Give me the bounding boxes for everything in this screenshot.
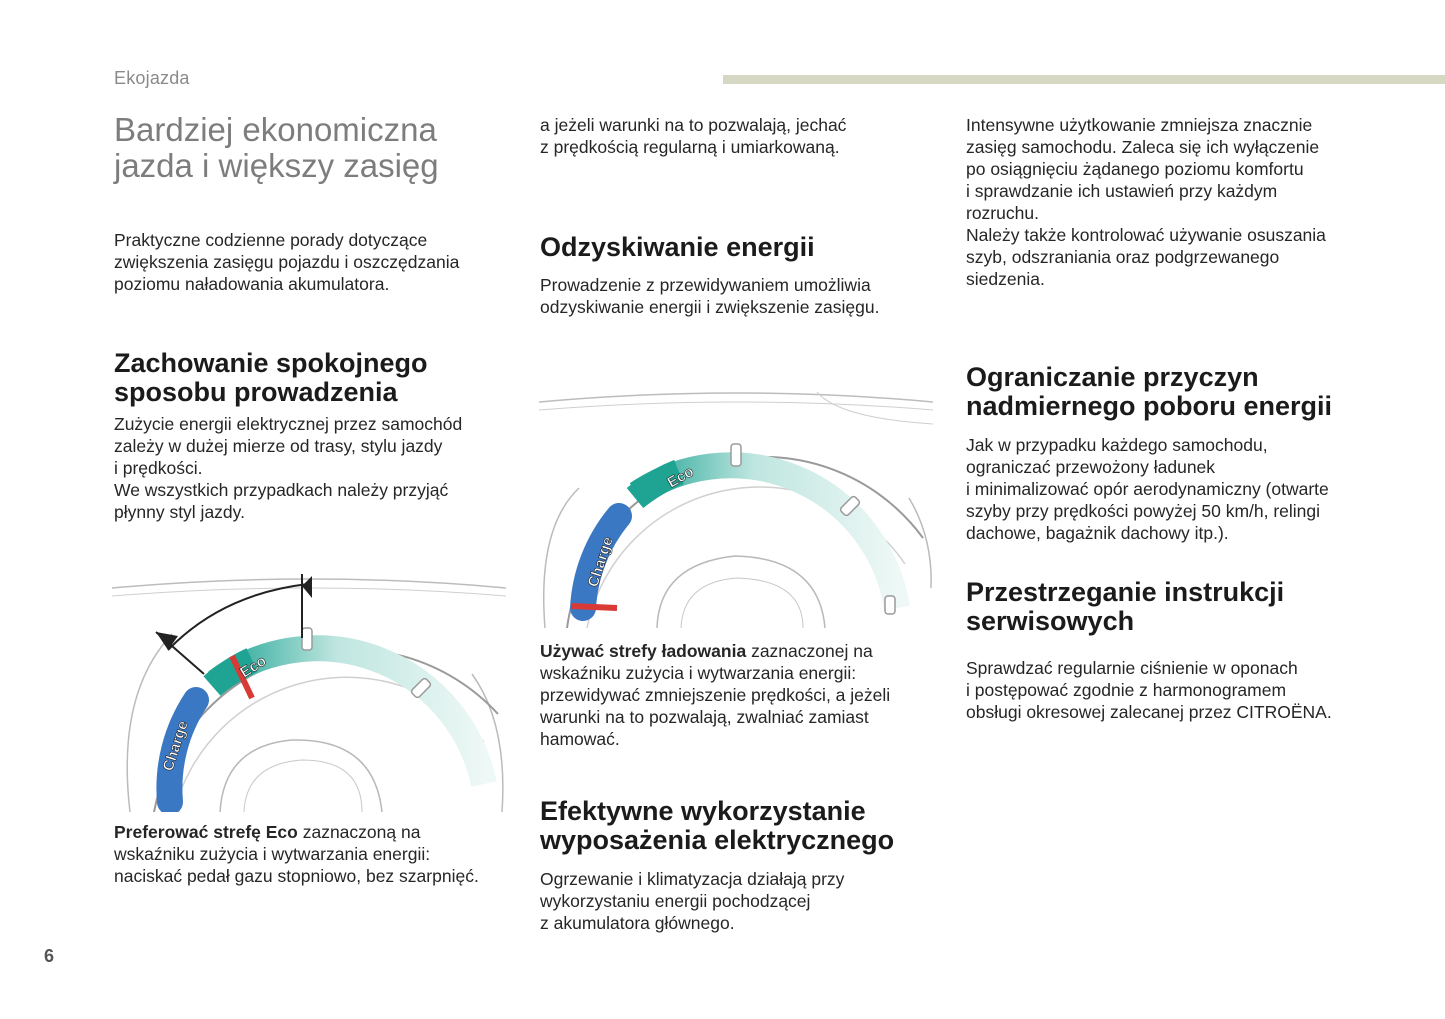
heading-electrical-equipment: Efektywne wykorzystanie wyposażenia elektrycznego: [540, 796, 895, 855]
gauge-charge-illustration: [539, 388, 933, 628]
caption-charge: [540, 640, 940, 750]
charge-limit-marker: [571, 606, 617, 608]
intro-text: Praktyczne codzienne porady dotyczące zwiększenia zasięgu pojazdu i oszczędzania poziomu naładowania akumulatora.: [114, 230, 460, 294]
heading-service-instructions: Przestrzeganie instrukcji serwisowych: [966, 577, 1285, 636]
heading-excess-consumption: Ograniczanie przyczyn nadmiernego poboru energii: [966, 362, 1333, 421]
gauge-eco-label: Eco: [237, 652, 270, 682]
heading-calm-driving: Zachowanie spokojnego sposobu prowadzenia: [114, 348, 428, 407]
gauge2-eco-label: Eco: [664, 462, 697, 492]
calm-driving-text: Zużycie energii elektrycznej przez samochód zależy w dużej mierze od trasy, stylu jazdy i prędkości. We wszystkich przypadkach należy przyjąć płynny styl jazdy.: [114, 414, 463, 522]
service-instructions-text: Sprawdzać regularnie ciśnienie w oponach i postępować zgodnie z harmonogramem obsługi okresowej zalecanej przez CITROËNA.: [966, 658, 1332, 722]
caption-eco: [114, 821, 514, 887]
page-title: Bardziej ekonomiczna jazda i większy zasięg: [114, 111, 439, 184]
caption-charge-bold: Używać strefy ładowania: [540, 641, 747, 661]
caption-eco-rest: zaznaczoną na wskaźniku zużycia i wytwarzania energii: naciskać pedał gazu stopniowo, bez szarpnięć.: [114, 822, 479, 886]
header-divider-bar: [723, 75, 1445, 84]
excess-consumption-text: Jak w przypadku każdego samochodu, ograniczać przewożony ładunek i minimalizować opór aerodynamiczny (otwarte szyby przy prędkości powyżej 50 km/h, relingi dachowe, bagażnik dachowy itp.).: [966, 435, 1329, 543]
energy-recovery-text: Prowadzenie z przewidywaniem umożliwia odzyskiwanie energii i zwiększenie zasięgu.: [540, 275, 880, 317]
caption-eco-bold: Preferować strefę Eco: [114, 822, 298, 842]
intensive-use-text: Intensywne użytkowanie zmniejsza znacznie zasięg samochodu. Zaleca się ich wyłączenie po osiągnięciu żądanego poziomu komfortu i sprawdzanie ich ustawień przy każdym rozruchu. Należy także kontrolować używanie osuszania szyb, odszraniania oraz podgrzewanego siedzenia.: [966, 115, 1326, 289]
electrical-equipment-text: Ogrzewanie i klimatyzacja działają przy wykorzystaniu energii pochodzącej z akumulatora głównego.: [540, 869, 845, 933]
page-number: 6: [44, 946, 55, 966]
gauge2-charge-label: Charge: [584, 534, 617, 590]
caption-charge-rest: zaznaczonej na wskaźniku zużycia i wytwarzania energii: przewidywać zmniejszenie prędkości, a jeżeli warunki na to pozwalają, zwalniać zamiast hamować.: [540, 641, 891, 749]
heading-energy-recovery: Odzyskiwanie energii: [540, 232, 815, 262]
continuation-text: a jeżeli warunki na to pozwalają, jechać z prędkością regularną i umiarkowaną.: [540, 115, 847, 157]
gauge-charge-label: Charge: [159, 718, 192, 774]
section-label: Ekojazda: [114, 68, 190, 88]
gauge-eco-illustration: [112, 574, 506, 812]
